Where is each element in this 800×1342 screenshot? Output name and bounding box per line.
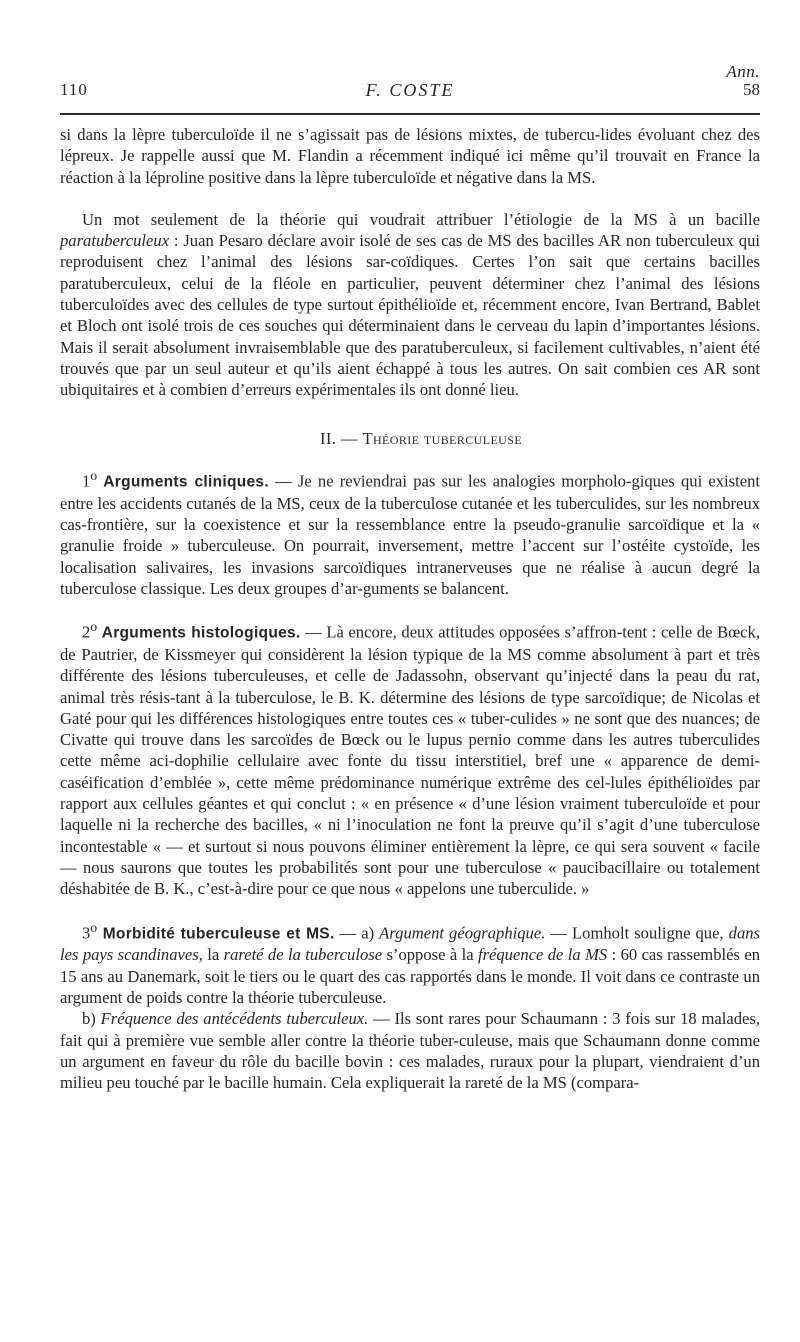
section-numeral: II. —	[319, 428, 363, 448]
paragraph-2-text-a: Un mot seulement de la théorie qui voudrait attribuer l’étiologie de la MS à un bacille	[82, 209, 760, 229]
argument-2-title: Arguments histologiques.	[97, 624, 301, 642]
header-rule	[60, 113, 760, 115]
page-number: 110	[60, 80, 88, 99]
argument-3-number: 3	[82, 923, 91, 943]
header-annotation: Ann.	[726, 62, 760, 81]
argument-histological	[60, 616, 760, 899]
volume-number: 58	[743, 80, 760, 99]
argument-1-text: — Je ne reviendrai pas sur les analogies morpholo-giques qui existent entre les accidents cutanés de la MS, ceux de la tuberculose cutanée et les tuberculides, sur les nombreux cas-frontière, sur la coexistence et sur la ressemblance entre la pseudo-granulie sarcoïdique et la « granulie froide » tuberculeuse. On pourrait, inversement, mettre l’accent sur l’ostéite cystoïde, les localisation salivaires, les invasions sarcoïdiques intranerveuses que ne réalise à aucun degré la tuberculose classique. Les deux groupes d’ar-guments se balancent.	[60, 471, 760, 598]
argument-1-ordinal: o	[90, 467, 98, 483]
argument-3-text-3: , la	[198, 945, 224, 965]
running-title: F. COSTE	[365, 80, 455, 100]
argument-morbidity	[60, 917, 760, 1009]
argument-clinical	[60, 465, 760, 599]
argument-3b-text: — Ils sont rares pour Schaumann : 3 fois sur 18 malades, fait qui à première vue semble aller contre la théorie tuber-culeuse, mais que Schaumann donne comme un argument en faveur du rôle du bacille bovin : ces malades, ruraux pour la plupart, viendraient d’un milieu peu touché par le bacille humain. Cela expliquerait la rareté de la MS (compara-	[60, 1009, 760, 1093]
paragraph-1-text: si dans la lèpre tuberculoïde il ne s’agissait pas de lésions mixtes, de tubercu-lides évoluant chez des lépreux. Je rappelle aussi que M. Flandin a récemment indiqué ici même qu’il trouvait en France la réaction à la léproline positive dans la lèpre tuberculoïde et négative dans la MS.	[60, 125, 760, 187]
argument-3-text-1: — a)	[334, 923, 380, 943]
argument-3-text-4: s’oppose à la	[382, 945, 478, 965]
argument-3-text-2: — Lomholt souligne que,	[545, 923, 729, 943]
paragraph-1	[60, 124, 760, 188]
argument-3b-label: b)	[82, 1009, 101, 1029]
argument-3-italic-3: rareté de la tuberculose	[223, 945, 383, 965]
argument-3-ordinal: o	[90, 919, 98, 935]
argument-3-italic-2: dans les pays scandinaves	[60, 923, 760, 965]
argument-morbidity-b	[60, 1008, 760, 1093]
argument-3b-italic: Fréquence des antécédents tuberculeux.	[100, 1009, 369, 1029]
paragraph-2	[60, 209, 760, 401]
section-heading	[60, 428, 760, 449]
paragraph-2-text-b: : Juan Pesaro déclare avoir isolé de ses cas de MS des bacilles AR non tuberculeux qui reproduisent chez l’animal des lésions sar-coïdiques. Certes l’on sait que certains bacilles paratuberculeux, celui de la fléole en particulier, peuvent déterminer chez l’animal des lésions tuberculoïdes avec des cellules de type surtout épithélioïde et, récemment encore, Ivan Bertrand, Bablet et Bloch ont isolé trois de ces souches qui déterminaient dans le cerveau du lapin d’importantes lésions. Mais il serait absolument invraisemblable que des paratuberculeux, si facilement cultivables, n’aient été trouvés que par un seul auteur et qu’ils aient échappé à tous les autres. On sait combien ces AR sont ubiquitaires et à combien d’erreurs expérimentales ils ont donné lieu.	[60, 231, 760, 400]
argument-2-ordinal: o	[90, 619, 98, 635]
paragraph-2-italic: paratuberculeux	[60, 231, 170, 251]
argument-1-title: Arguments cliniques.	[97, 473, 269, 491]
argument-1-number: 1	[82, 471, 91, 491]
argument-3-italic-1: Argument géographique.	[379, 923, 546, 943]
argument-2-number: 2	[82, 622, 91, 642]
section-title: Théorie tuberculeuse	[362, 428, 523, 448]
argument-3-title: Morbidité tuberculeuse et MS.	[97, 925, 335, 943]
argument-3-italic-4: fréquence de la MS	[477, 945, 608, 965]
article-body	[60, 124, 760, 1093]
argument-2-text: — Là encore, deux attitudes opposées s’affron-tent : celle de Bœck, de Pautrier, de Kissmeyer qui considèrent la lésion typique de la MS comme absolument à part et très différente des lésions tuberculeuses, et celle de Jadassohn, observant qu’injecté dans la peau du rat, animal très résis-tant à la tuberculose, le B. K. détermine des lésions de type sarcoïdique; de Nicolas et Gaté pour qui les différences histologiques entre toutes ces « tuber-culides » ne sont que des nuances; de Civatte qui trouve dans les sarcoïdes de Bœck ou le lupus pernio comme dans les autres tuberculides cette même aci-dophilie cellulaire avec fonte du tissu interstitiel, bref une « apparence de demi-caséification d’emblée », cette même prédominance numérique extrême des cel-lules épithélioïdes par rapport aux cellules géantes et qui conclut : « en présence « d’une lésion vraiment tuberculoïde et pour laquelle ni la recherche des bacilles, « ni l’inoculation ne font la preuve qu’il s’agit d’une tuberculose incontestable « — et surtout si nous pouvons éliminer entièrement la lèpre, ce qui sera souvent « facile — nous saurons que toutes les probabilités sont pour une tuberculose « paucibacillaire ou totalement déshabitée de B. K., c’est-à-dire pour ce que nous « appelons une tuberculide. »	[60, 622, 760, 899]
argument-3-text-5: : 60 cas rassemblés en 15 ans au Danemark, soit le tiers ou le quart des cas rapportés dans le monde. Il voit dans ce contraste un argument de poids contre la théorie tuberculeuse.	[60, 945, 760, 1007]
running-header	[60, 80, 760, 106]
